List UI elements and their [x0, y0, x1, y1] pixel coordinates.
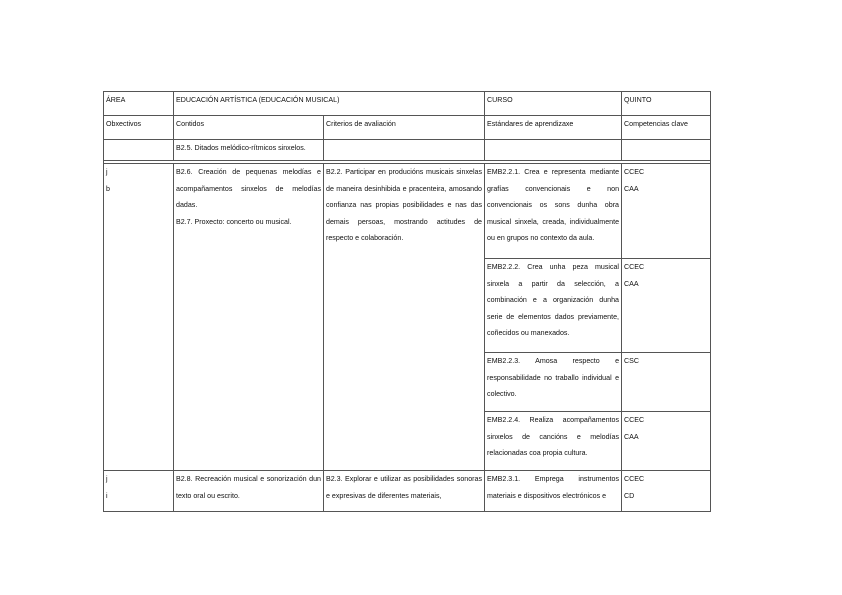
contido-item: B2.6. Creación de pequenas melodías e acompañamentos sinxelos de melodías dadas. — [176, 168, 321, 209]
competencia-item: CCEC — [624, 168, 645, 176]
standard-cell: EMB2.2.4. Realiza acompañamentos sinxelos de cancións e melodías relacionadas coa propia cultura. — [485, 412, 622, 471]
obxectivo-item: j — [106, 475, 108, 483]
col-estandares: Estándares de aprendizaxe — [485, 116, 622, 140]
table-row — [104, 140, 711, 161]
obxectivos-cell — [104, 471, 174, 512]
criterio-cell: B2.2. Participar en producións musicais sinxelas de maneira desinhibida e pracenteira, amosando confianza nas propias posibilidades e nas das demais persoas, mostrando actitudes de respecto e colaboración. — [324, 164, 485, 471]
col-obxectivos: Obxectivos — [104, 116, 174, 140]
obxectivos-cell — [104, 164, 174, 471]
col-contidos: Contidos — [174, 116, 324, 140]
contido-item: B2.7. Proxecto: concerto ou musical. — [176, 217, 292, 226]
col-criterios: Criterios de avaliación — [324, 116, 485, 140]
curriculum-table — [103, 91, 711, 512]
competencias-cell — [622, 353, 711, 412]
competencia-item: CAA — [624, 432, 639, 441]
curso-value: QUINTO — [622, 92, 711, 116]
competencias-cell — [622, 259, 711, 353]
competencia-item: CAA — [624, 279, 639, 288]
curso-label: CURSO — [485, 92, 622, 116]
standard-cell: EMB2.3.1. Emprega instrumentos materiais e dispositivos electrónicos e — [485, 471, 622, 512]
obxectivo-item: b — [106, 184, 110, 193]
competencia-item: CSC — [624, 357, 639, 365]
criterio-cell: B2.3. Explorar e utilizar as posibilidades sonoras e expresivas de diferentes materiais, — [324, 471, 485, 512]
col-competencias: Competencias clave — [622, 116, 711, 140]
competencias-cell — [622, 471, 711, 512]
contidos-cell — [174, 164, 324, 471]
header-row — [104, 92, 711, 116]
area-value: EDUCACIÓN ARTÍSTICA (EDUCACIÓN MUSICAL) — [174, 92, 485, 116]
competencias-cell — [622, 164, 711, 259]
standard-cell: EMB2.2.1. Crea e representa mediante grafías convencionais e non convencionais os sons dunha obra musical sinxela, creada, individualmente ou en grupos no contexto da aula. — [485, 164, 622, 259]
competencia-item: CCEC — [624, 475, 645, 483]
contidos-cell: B2.5. Ditados melódico-rítmicos sinxelos. — [174, 140, 324, 161]
contidos-cell: B2.8. Recreación musical e sonorización dun texto oral ou escrito. — [174, 471, 324, 512]
obxectivo-item: j — [106, 168, 108, 176]
standard-cell: EMB2.2.3. Amosa respecto e responsabilidade no traballo individual e colectivo. — [485, 353, 622, 412]
competencias-cell — [622, 412, 711, 471]
standard-cell: EMB2.2.2. Crea unha peza musical sinxela a partir da selección, a combinación e a organización dunha serie de elementos dados previamente, coñecidos ou manexados. — [485, 259, 622, 353]
table-row — [104, 164, 711, 259]
table-row — [104, 471, 711, 512]
competencia-item: CD — [624, 491, 635, 500]
obxectivo-item: i — [106, 491, 108, 500]
column-header-row — [104, 116, 711, 140]
area-label: ÁREA — [104, 92, 174, 116]
competencia-item: CCEC — [624, 263, 645, 271]
competencia-item: CCEC — [624, 416, 645, 424]
competencia-item: CAA — [624, 184, 639, 193]
